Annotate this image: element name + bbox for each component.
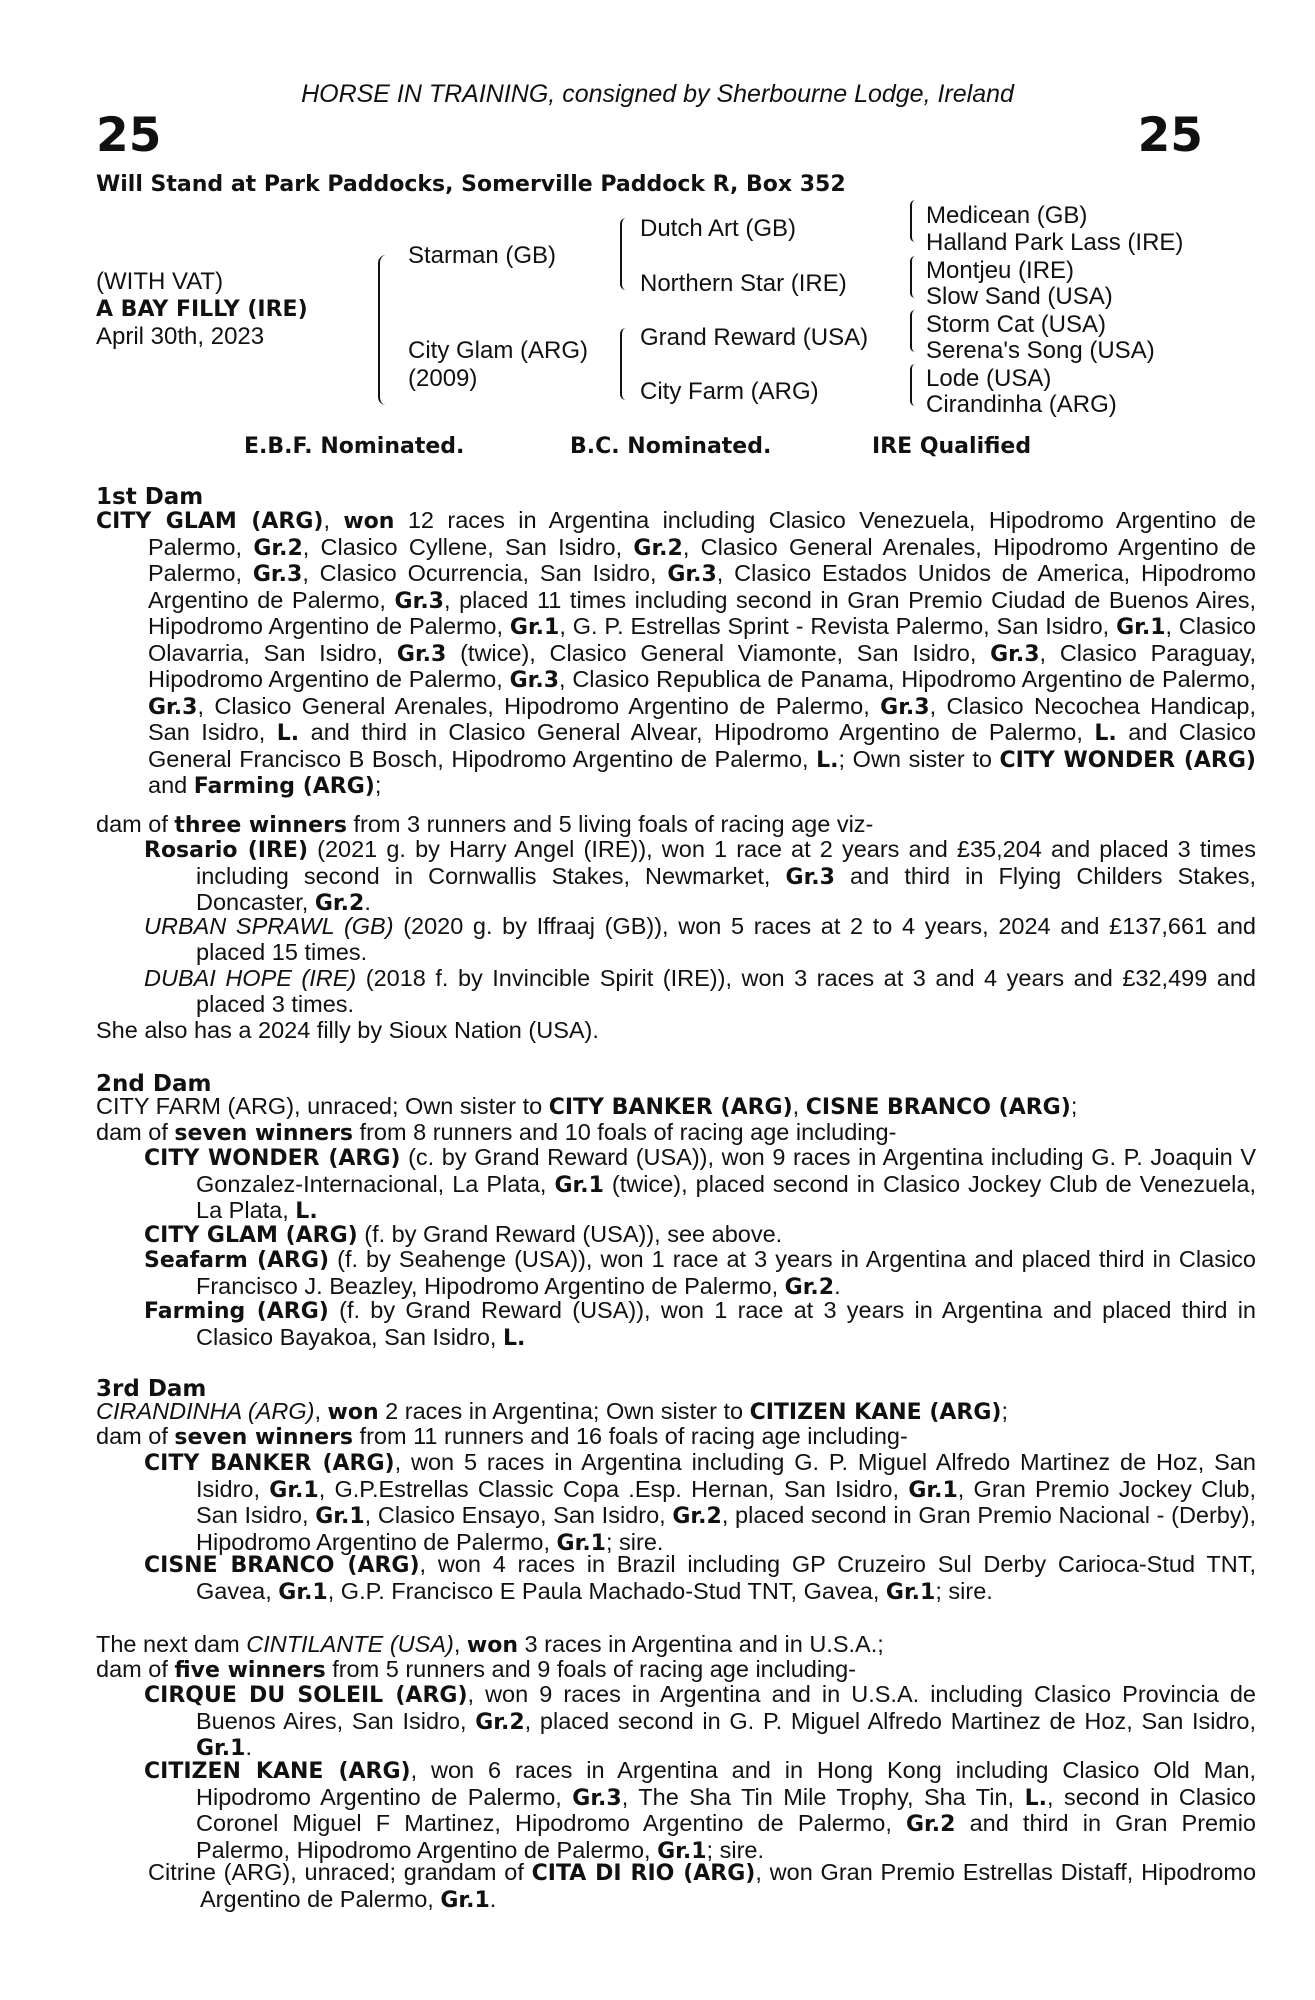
- second-dam-heading: 2nd Dam: [96, 1071, 212, 1097]
- third-dam-progeny-2: CISNE BRANCO (ARG), won 4 races in Brazil including GP Cruzeiro Sul Derby Carioca-Stud TNT, Gavea, Gr.1, G.P. Francisco E Paula Machado-Stud TNT, Gavea, Gr.1; sire.: [144, 1551, 1256, 1605]
- pedigree-dam-year: (2009): [408, 365, 478, 392]
- bc-nomination: B.C. Nominated.: [570, 434, 772, 459]
- first-dam-progeny-1: Rosario (IRE) (2021 g. by Harry Angel (IRE)), won 1 race at 2 years and £35,204 and placed 3 times including second in Cornwallis Stakes, Newmarket, Gr.3 and third in Flying Childers Stakes, Doncaster, Gr.2.: [144, 836, 1256, 916]
- stand-location: Will Stand at Park Paddocks, Somerville Paddock R, Box 352: [96, 172, 846, 197]
- first-dam-heading: 1st Dam: [96, 484, 204, 510]
- second-dam-progeny-1: CITY WONDER (ARG) (c. by Grand Reward (USA)), won 9 races in Argentina including G. P. Joaquin V Gonzalez-Internacional, La Plata, Gr.1 (twice), placed second in Clasico Jockey Club de Venezuela, La Plata, L.: [144, 1144, 1256, 1224]
- third-dam-produce-summary: dam of seven winners from 11 runners and 16 foals of racing age including-: [96, 1423, 908, 1450]
- first-dam-produce-summary: dam of three winners from 3 runners and 5 living foals of racing age viz-: [96, 811, 874, 838]
- first-dam-progeny-3: DUBAI HOPE (IRE) (2018 f. by Invincible Spirit (IRE)), won 3 races at 3 and 4 years and £32,499 and placed 3 times.: [144, 965, 1256, 1017]
- third-dam-record: CIRANDINHA (ARG), won 2 races in Argentina; Own sister to CITIZEN KANE (ARG);: [96, 1398, 1009, 1425]
- next-dam-progeny-1: CIRQUE DU SOLEIL (ARG), won 9 races in Argentina and in U.S.A. including Clasico Provincia de Buenos Aires, San Isidro, Gr.2, placed second in G. P. Miguel Alfredo Martinez de Hoz, San Isidro, Gr.1.: [144, 1681, 1256, 1761]
- first-dam-record: CITY GLAM (ARG), won 12 races in Argentina including Clasico Venezuela, Hipodromo Argentino de Palermo, Gr.2, Clasico Cyllene, San Isidro, Gr.2, Clasico General Arenales, Hipodromo Argentino de Palermo, Gr.3, Clasico Ocurrencia, San Isidro, Gr.3, Clasico Estados Unidos de America, Hipodromo Argentino de Palermo, Gr.3, placed 11 times including second in Gran Premio Ciudad de Buenos Aires, Hipodromo Argentino de Palermo, Gr.1, G. P. Estrellas Sprint - Revista Palermo, San Isidro, Gr.1, Clasico Olavarria, San Isidro, Gr.3 (twice), Clasico General Viamonte, San Isidro, Gr.3, Clasico Paraguay, Hipodromo Argentino de Palermo, Gr.3, Clasico Republica de Panama, Hipodromo Argentino de Palermo, Gr.3, Clasico General Arenales, Hipodromo Argentino de Palermo, Gr.3, Clasico Necochea Handicap, San Isidro, L. and third in Clasico General Alvear, Hipodromo Argentino de Palermo, L. and Clasico General Francisco B Bosch, Hipodromo Argentino de Palermo, L.; Own sister to CITY WONDER (ARG) and Farming (ARG);: [96, 507, 1257, 799]
- pedigree-sdd: Slow Sand (USA): [926, 283, 1113, 310]
- pedigree-dam-sire: Grand Reward (USA): [640, 324, 869, 351]
- pedigree-dam: City Glam (ARG): [408, 337, 588, 364]
- pedigree-brace-dd: [910, 364, 917, 406]
- pedigree-brace-dam: [620, 328, 628, 400]
- pedigree-sire-dam: Northern Star (IRE): [640, 270, 847, 297]
- next-dam-record: The next dam CINTILANTE (USA), won 3 races in Argentina and in U.S.A.;: [96, 1631, 884, 1658]
- ire-qualification: IRE Qualified: [872, 434, 1032, 459]
- second-dam-progeny-4: Farming (ARG) (f. by Grand Reward (USA)), won 1 race at 3 years in Argentina and placed third in Clasico Bayakoa, San Isidro, L.: [144, 1297, 1256, 1351]
- first-dam-progeny-2: URBAN SPRAWL (GB) (2020 g. by Iffraaj (GB)), won 5 races at 2 to 4 years, 2024 and £137,661 and placed 15 times.: [144, 913, 1256, 965]
- pedigree-dam-dam: City Farm (ARG): [640, 378, 819, 405]
- second-dam-produce-summary: dam of seven winners from 8 runners and 10 foals of racing age including-: [96, 1119, 897, 1146]
- lot-number-left: 25: [96, 108, 162, 163]
- ebf-nomination: E.B.F. Nominated.: [244, 434, 465, 459]
- pedigree-dss: Storm Cat (USA): [926, 311, 1107, 338]
- pedigree-brace-sire: [620, 218, 628, 290]
- pedigree-ssd: Halland Park Lass (IRE): [926, 229, 1184, 256]
- pedigree-brace-ss: [910, 200, 917, 242]
- pedigree-sss: Medicean (GB): [926, 202, 1088, 229]
- pedigree-brace-sd: [910, 256, 917, 298]
- next-dam-progeny-2: CITIZEN KANE (ARG), won 6 races in Argentina and in Hong Kong including Clasico Old Man, Hipodromo Argentino de Palermo, Gr.3, The Sha Tin Mile Trophy, Sha Tin, L., second in Clasico Coronel Miguel F Martinez, Hipodromo Argentino de Palermo, Gr.2 and third in Gran Premio Palermo, Hipodromo Argentino de Palermo, Gr.1; sire.: [144, 1757, 1256, 1864]
- horse-dob: April 30th, 2023: [96, 323, 265, 350]
- first-dam-name: CITY GLAM (ARG): [96, 509, 324, 534]
- first-dam-also: She also has a 2024 filly by Sioux Nation (USA).: [96, 1017, 599, 1043]
- vat-note: (WITH VAT): [96, 268, 224, 295]
- pedigree-sds: Montjeu (IRE): [926, 257, 1075, 284]
- pedigree-sire: Starman (GB): [408, 242, 557, 269]
- third-dam-progeny-1: CITY BANKER (ARG), won 5 races in Argentina including G. P. Miguel Alfredo Martinez de Hoz, San Isidro, Gr.1, G.P.Estrellas Classic Copa .Esp. Hernan, San Isidro, Gr.1, Gran Premio Jockey Club, San Isidro, Gr.1, Clasico Ensayo, San Isidro, Gr.2, placed second in Gran Premio Nacional - (Derby), Hipodromo Argentino de Palermo, Gr.1; sire.: [144, 1449, 1257, 1556]
- second-dam-progeny-3: Seafarm (ARG) (f. by Seahenge (USA)), won 1 race at 3 years in Argentina and placed third in Clasico Francisco J. Beazley, Hipodromo Argentino de Palermo, Gr.2.: [144, 1246, 1256, 1300]
- second-dam-record: CITY FARM (ARG), unraced; Own sister to CITY BANKER (ARG), CISNE BRANCO (ARG);: [96, 1093, 1078, 1120]
- horse-name: A BAY FILLY (IRE): [96, 297, 308, 322]
- third-dam-heading: 3rd Dam: [96, 1376, 207, 1402]
- pedigree-dsd: Serena's Song (USA): [926, 337, 1155, 364]
- second-dam-progeny-2: CITY GLAM (ARG) (f. by Grand Reward (USA)), see above.: [144, 1221, 783, 1248]
- pedigree-brace-main: [378, 255, 388, 405]
- pedigree-ddd: Cirandinha (ARG): [926, 391, 1117, 418]
- next-dam-progeny-3: Citrine (ARG), unraced; grandam of CITA DI RIO (ARG), won Gran Premio Estrellas Distaff, Hipodromo Argentino de Palermo, Gr.1.: [148, 1859, 1257, 1913]
- pedigree-brace-ds: [910, 310, 917, 352]
- lot-number-right: 25: [1137, 108, 1203, 163]
- pedigree-dds: Lode (USA): [926, 365, 1052, 392]
- next-dam-produce-summary: dam of five winners from 5 runners and 9 foals of racing age including-: [96, 1656, 857, 1683]
- pedigree-sire-sire: Dutch Art (GB): [640, 215, 797, 242]
- consignor-line: HORSE IN TRAINING, consigned by Sherbourne Lodge, Ireland: [301, 80, 1014, 108]
